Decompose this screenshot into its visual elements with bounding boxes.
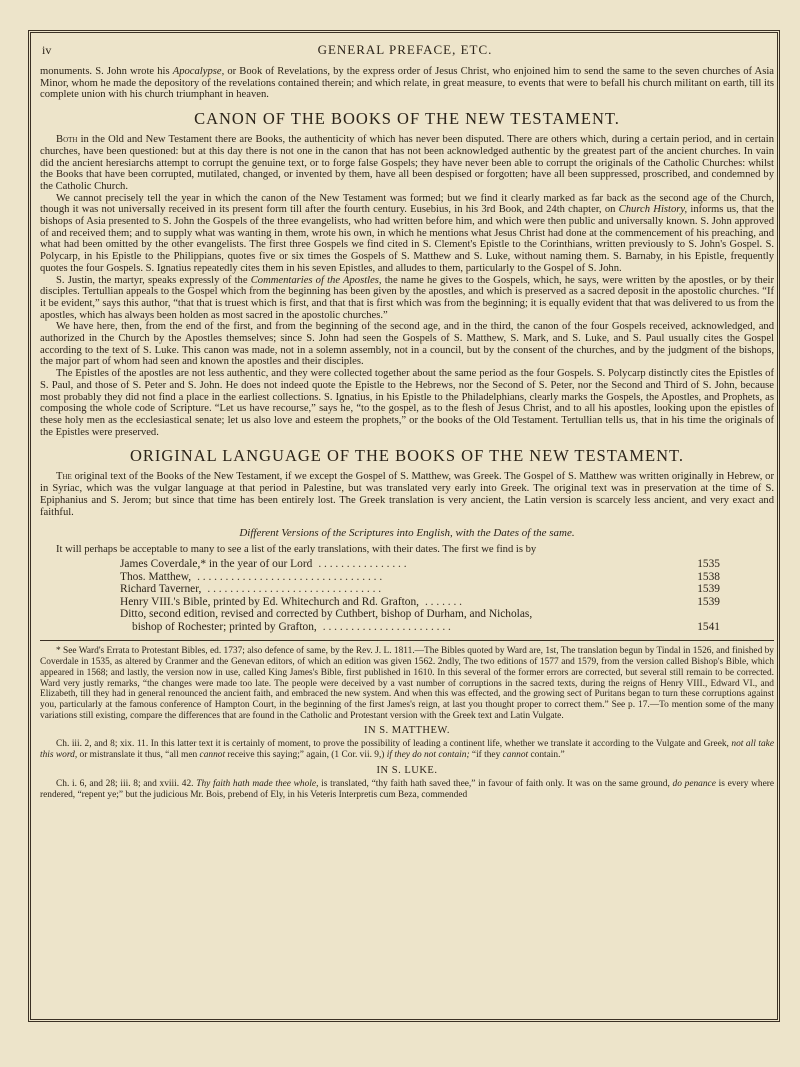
matthew-note bbox=[40, 739, 774, 760]
leader-dots: . . . . . . . bbox=[424, 595, 463, 608]
matthew-heading: IN S. MATTHEW. bbox=[364, 725, 450, 737]
version-row-ditto: Ditto, second edition, revised and corrected by Cuthbert, bishop of Durham, and Nicholas, bbox=[120, 608, 533, 621]
commentaries-title: Commentaries of the Apostles, bbox=[250, 274, 382, 286]
note-text: is translated, “thy faith hath saved thee,” in favour of faith only. It was on the same ground, bbox=[318, 778, 673, 789]
canon-paragraph-1 bbox=[40, 134, 774, 193]
language-lead-word: The bbox=[56, 471, 72, 483]
note-emphasis: if they do not contain; bbox=[386, 750, 470, 761]
intro-paragraph bbox=[40, 66, 774, 101]
version-year: 1541 bbox=[697, 620, 720, 633]
footnote: * See Ward's Errata to Protestant Bibles, ed. 1737; also defence of same, by the Rev. J. L. 1811.—The Bibles quoted by Ward are, 1st, The translation begun by Tindal in 1526, and finished by Coverdale in 1535, as altered by Cranmer and the Genevan editors, of which an edition was given 1562. 2ndly, The two editions of 1577 and 1579, from the version called Bishop's Bible, which appeared in 1568; and lastly, the version now in use, called King James's Bible, first published in 1610. In this several of the former errors are corrected, but several still remain to be corrected. Ward very justly remarks, “the changes were made too late. The people were deceived by a vast number of corruptions in the sacred texts, during the reigns of Henry VIII., Edward VI., and Elizabeth, till they had in general renounced the ancient faith, and embraced the new system. And when this was effected, and the growing sect of Puritans began to turn these corruptions against you, particularly at the famous conference of Hampton Court, in the beginning of the first James's reign, at last you thought proper to correct them.” See p. 17.—To mention some of the many variations still existing, compare the differences that are found in the Catholic and Protestant version with the Greek text and Latin Vulgate. bbox=[40, 646, 774, 721]
canon-heading: CANON OF THE BOOKS OF THE NEW TESTAMENT. bbox=[194, 109, 620, 129]
language-heading: ORIGINAL LANGUAGE OF THE BOOKS OF THE NEW TESTAMENT. bbox=[129, 446, 685, 466]
intro-text-cont: or Book of Revelations, by the express order of Jesus Christ, who enjoined him to send the same to the seven churches of Asia Minor, whom he made the depository of the revelations contained therein; and which relate, in great measure, to events that were to befall his church militant on earth, till its complete union with his church triumphant in heaven. bbox=[40, 66, 774, 101]
footnote-rule bbox=[40, 640, 774, 641]
language-text: original text of the Books of the New Testament, if we except the Gospel of S. Matthew, was Greek. The Gospel of S. Matthew was written originally in Hebrew, or in Syriac, which was the vulgar language at that period in Palestine, but was translated very early into Greek. The original text was in preservation at the time of S. Epiphanius and S. Jerom; but since that time has been entirely lost. The Greek translation is very ancient, the Latin version is scarcely less ancient, and very exact and faithful. bbox=[40, 471, 774, 518]
version-row bbox=[120, 583, 720, 596]
version-year: 1539 bbox=[697, 583, 720, 596]
note-emphasis: Thy faith hath made thee whole, bbox=[196, 778, 319, 789]
canon-lead-word: Both bbox=[56, 134, 78, 146]
luke-note bbox=[40, 779, 774, 800]
page-body bbox=[40, 66, 774, 800]
canon-paragraph-3 bbox=[40, 275, 774, 322]
canon-text-3b: the name he gives to the Gospels, which, he says, were written by the apostles, or by their disciples. Tertullian appeals to the Gospel which from the beginning has been given by the apostles, and which is preserved as a sacred deposit in the apostolic churches. “If it be evident,” says this author, “that that is truest which is first, and that that is first which was from the beginning; it is equally evident that that was delivered to us from the apostles, which has always been holden as most sacred in the apostolic churches.” bbox=[40, 274, 775, 321]
page-header bbox=[36, 42, 774, 60]
version-name: James Coverdale,* in the year of our Lord bbox=[120, 557, 313, 570]
running-head: GENERAL PREFACE, ETC. bbox=[317, 42, 493, 57]
note-emphasis: do penance bbox=[672, 778, 716, 789]
canon-paragraph-2 bbox=[40, 193, 774, 275]
canon-text-3a: S. Justin, the martyr, speaks expressly of the bbox=[56, 274, 251, 286]
version-year: 1539 bbox=[697, 595, 720, 608]
canon-paragraph-5: The Epistles of the apostles are not less authentic, and they were collected together about the same period as the four Gospels. S. Polycarp distinctly cites the Epistles of S. Paul, and those of S. Peter and S. John. He does not indeed quote the Epistle to the Hebrews, nor the Second of S. Peter, nor the Second and Third of S. John, because most probably they did not find a place in the earliest collections. S. Ignatius, in his Epistle to the Philadelphians, clearly marks the Gospels, the Apostles, and Prophets, as composing the whole code of Scripture. “Let us have recourse,” says he, “to the gospel, as to the flesh of Jesus Christ, and to all his apostles, looking upon the epistles of these holy men as the ecclesiastical senate; let us also love and esteem the prophets,” or the books of the Old Testament. Tertullian tells us, that in his time the originals of the Epistles were preserved. bbox=[40, 368, 774, 438]
note-text: contain.” bbox=[528, 750, 565, 761]
version-row bbox=[120, 621, 720, 634]
version-name: Thos. Matthew, bbox=[120, 570, 192, 583]
leader-dots: . . . . . . . . . . . . . . . . . . . . . . . . . . . . . . . . . bbox=[197, 570, 383, 583]
versions-list bbox=[120, 558, 720, 634]
church-history-title: Church History, bbox=[618, 204, 688, 216]
page-number: iv bbox=[42, 43, 52, 57]
version-row bbox=[120, 571, 720, 584]
version-row bbox=[120, 558, 720, 571]
note-emphasis: not all take this word, bbox=[40, 739, 774, 761]
apocalypse-term: Apocalypse, bbox=[172, 66, 225, 77]
note-emphasis: cannot bbox=[502, 750, 529, 761]
note-text: Ch. iii. 2, and 8; xix. 11. In this latter text it is certainly of moment, to prove the possibility of leading a continent life, whether we translate it according to the Vulgate and Greek, bbox=[56, 739, 732, 750]
note-emphasis: cannot bbox=[199, 750, 226, 761]
note-text: is every where rendered, “repent ye;” but the judicious Mr. Bois, prebend of Ely, in his Veteris Interpretis cum Beza, commended bbox=[40, 778, 775, 800]
note-text: Ch. i. 6, and 28; iii. 8; and xviii. 42. bbox=[56, 778, 197, 789]
leader-dots: . . . . . . . . . . . . . . . . . . . . . . . . . . . . . . . bbox=[207, 583, 382, 596]
leader-dots: . . . . . . . . . . . . . . . . bbox=[318, 557, 407, 570]
intro-text: monuments. S. John wrote his bbox=[40, 66, 173, 77]
version-row bbox=[120, 596, 720, 609]
note-text: or mistranslate it thus, “all men bbox=[77, 750, 200, 761]
version-name: Richard Taverner, bbox=[120, 583, 202, 596]
leader-dots: . . . . . . . . . . . . . . . . . . . . . . . bbox=[322, 620, 451, 633]
language-paragraph bbox=[40, 471, 774, 518]
version-name: bishop of Rochester; printed by Grafton, bbox=[132, 620, 317, 633]
version-year: 1535 bbox=[697, 557, 720, 570]
version-name: Henry VIII.'s Bible, printed by Ed. Whitechurch and Rd. Grafton, bbox=[120, 595, 419, 608]
note-text: receive this saying;” again, (1 Cor. vii. 9,) bbox=[225, 750, 387, 761]
versions-heading: Different Versions of the Scriptures into English, with the Dates of the same. bbox=[239, 527, 575, 540]
canon-text-2b: informs us, that the bishops of Asia presented to S. John the Gospels of the three evangelists, who had written before him, and which were then public and universally known. S. John approved of and received them; and to supply what was wanting in them, wrote his own, in which he mentions what Jesus Christ had done at the commencement of his preaching, and what had been omitted by the other evangelists. The first three Gospels we find cited in S. Clement's Epistle to the Corinthians, written previously to S. John's Gospel. S. Polycarp, in his Epistle to the Philippians, quotes five or six times the Gospels of S. Matthew and S. Luke, without naming them. S. Barnaby, in his Epistle, frequently quotes the four Gospels. S. Ignatius repeatedly cites them in his seven Epistles, and alludes to them, particularly to the Gospel of S. John. bbox=[40, 204, 774, 274]
canon-text-2a: We cannot precisely tell the year in which the canon of the New Testament was formed; but we find it clearly marked as far back as the second age of the Church, though it was not universally received in its present form till after the fourth century. Eusebius, in his 3rd Book, and 24th chapter, on bbox=[40, 192, 774, 216]
note-text: “if they bbox=[469, 750, 503, 761]
versions-intro: It will perhaps be acceptable to many to see a list of the early translations, with their dates. The first we find is by bbox=[56, 544, 537, 556]
canon-text-1: in the Old and New Testament there are Books, the authenticity of which has never been disputed. There are others which, during a certain period, and in certain churches, have been questioned: but at this day there is not one in the canon that has not been acknowledged authentic by the greatest part of the ancient churches. In vain did the ancient heresiarchs attempt to corrupt the genuine text, or to forge false Gospels; they have never been able to corrupt the originals of the Catholic Churches: whilst the Books that have been corrupted, mutilated, changed, or invented by them, have all been despised or forgotten; have all been suppressed, proscribed, and condemned by the Catholic Church. bbox=[40, 134, 774, 192]
version-year: 1538 bbox=[697, 570, 720, 583]
canon-paragraph-4: We have here, then, from the end of the first, and from the beginning of the second age, and in the third, the canon of the four Gospels received, acknowledged, and authorized in the Church by the Apostles themselves; since S. John had seen the Gospels of S. Matthew, S. Mark, and S. Luke, and S. Paul usually cites the Gospel according to the text of S. Luke. This canon was made, not in a solemn assembly, not in a council, but by the consent of the churches, and by the judgment of the bishops, the major part of whom had seen and known the apostles and their disciples. bbox=[40, 321, 774, 368]
luke-heading: IN S. LUKE. bbox=[376, 764, 438, 776]
